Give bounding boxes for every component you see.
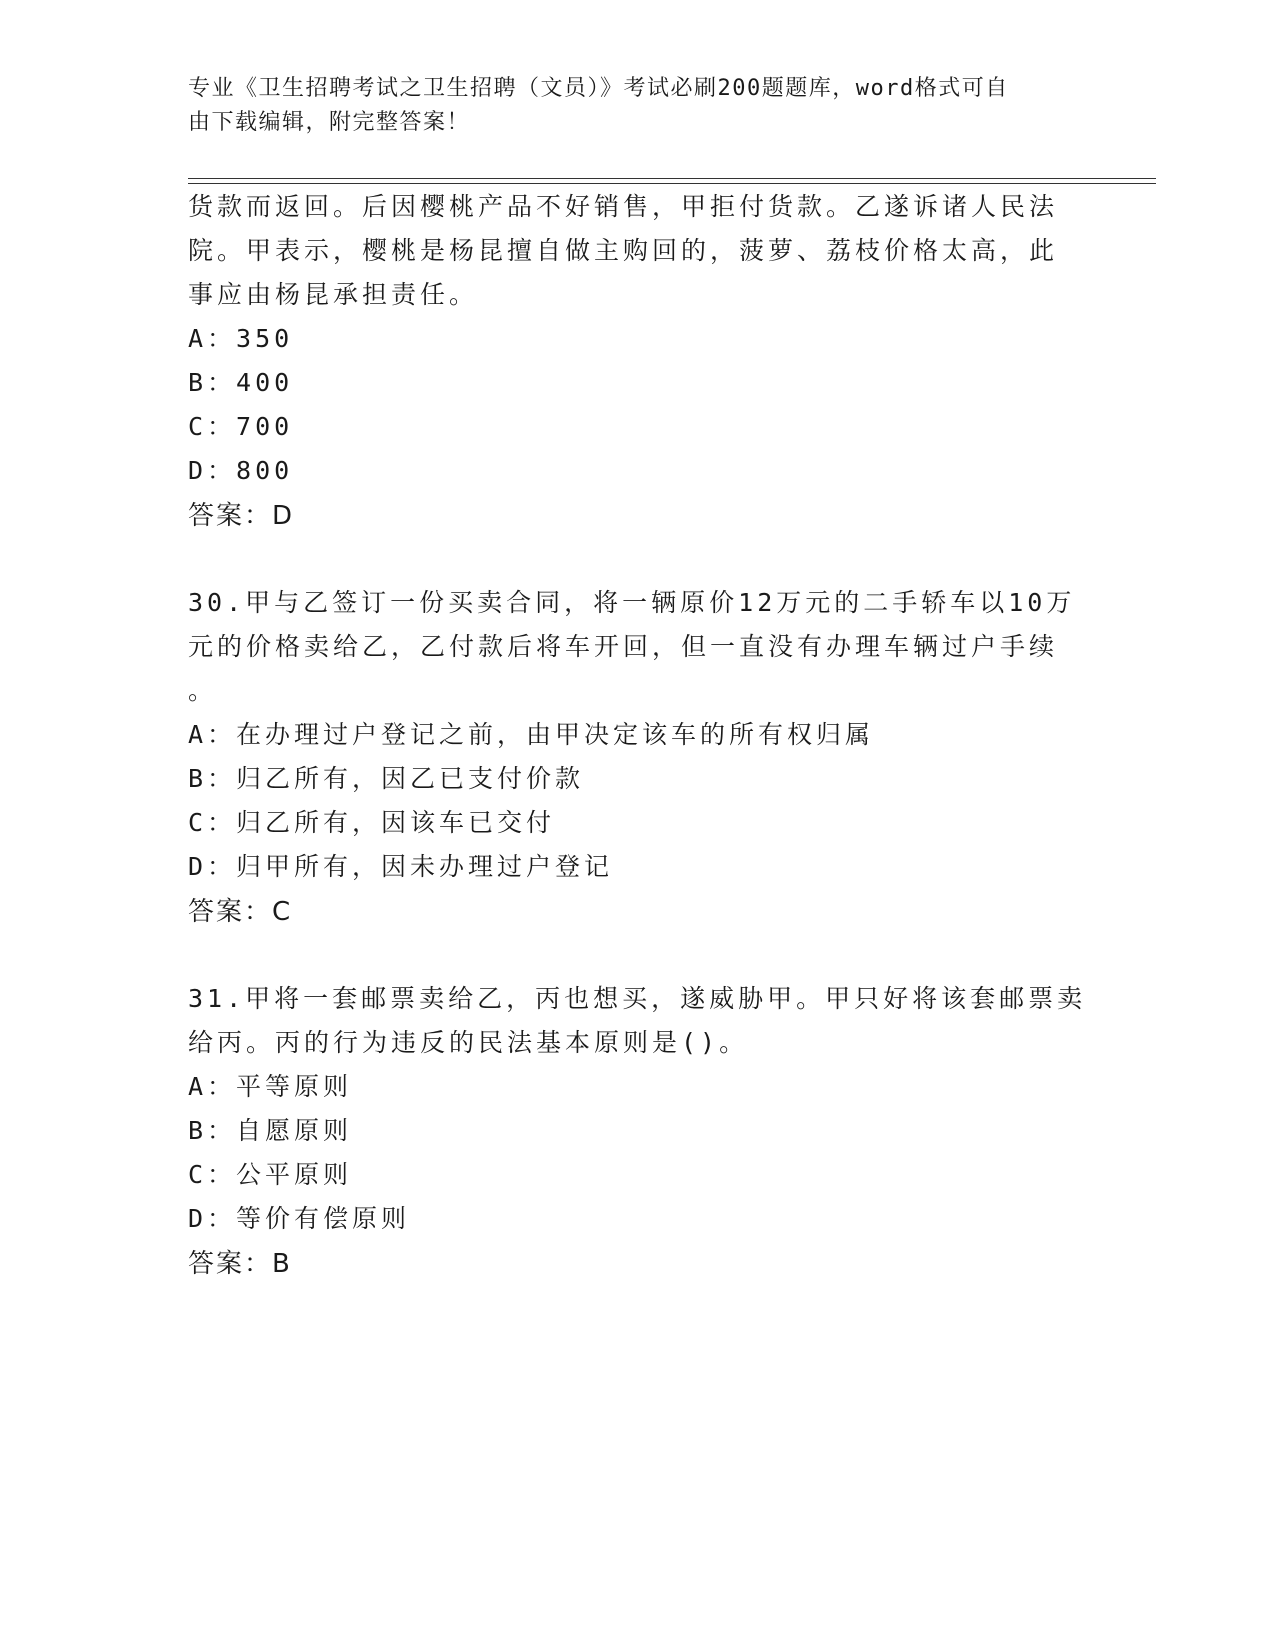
q29-text-line: 货款而返回。后因樱桃产品不好销售，甲拒付货款。乙遂诉诸人民法 — [188, 192, 1059, 221]
q31-answer: 答案：B — [188, 1249, 292, 1279]
q31-option-a: A：平等原则 — [188, 1072, 353, 1101]
q30-text-line: 元的价格卖给乙，乙付款后将车开回，但一直没有办理车辆过户手续 — [188, 632, 1059, 661]
header-line-1: 专业《卫生招聘考试之卫生招聘（文员）》考试必刷200题题库，word格式可自 — [188, 76, 1009, 101]
q31-option-b: B：自愿原则 — [188, 1116, 353, 1145]
q29-answer: 答案：D — [188, 501, 295, 531]
q31-text-line: 给丙。丙的行为违反的民法基本原则是()。 — [188, 1028, 749, 1057]
q31-option-d: D：等价有偿原则 — [188, 1204, 411, 1233]
q29-option-c: C：700 — [188, 412, 294, 441]
q30-option-d: D：归甲所有，因未办理过户登记 — [188, 852, 614, 881]
q30-answer: 答案：C — [188, 897, 293, 927]
q29-option-a: A：350 — [188, 324, 294, 353]
header-rule-top — [188, 178, 1156, 179]
q30-option-b: B：归乙所有，因乙已支付价款 — [188, 764, 585, 793]
q31-text-line: 31.甲将一套邮票卖给乙，丙也想买，遂威胁甲。甲只好将该套邮票卖 — [188, 984, 1087, 1013]
q30-option-a: A：在办理过户登记之前，由甲决定该车的所有权归属 — [188, 720, 875, 749]
q29-option-b: B：400 — [188, 368, 294, 397]
q29-text-line: 院。甲表示，樱桃是杨昆擅自做主购回的，菠萝、荔枝价格太高，此 — [188, 236, 1059, 265]
document-header — [188, 72, 1068, 140]
q31-option-c: C：公平原则 — [188, 1160, 353, 1189]
q30-text-line: 30.甲与乙签订一份买卖合同，将一辆原价12万元的二手轿车以10万 — [188, 588, 1076, 617]
header-rule-bottom — [188, 183, 1156, 184]
q29-option-d: D：800 — [188, 456, 294, 485]
header-line-2: 由下载编辑，附完整答案！ — [188, 110, 471, 135]
q29-text-line: 事应由杨昆承担责任。 — [188, 280, 479, 309]
q30-option-c: C：归乙所有，因该车已交付 — [188, 808, 556, 837]
q30-text-line: 。 — [188, 676, 218, 705]
